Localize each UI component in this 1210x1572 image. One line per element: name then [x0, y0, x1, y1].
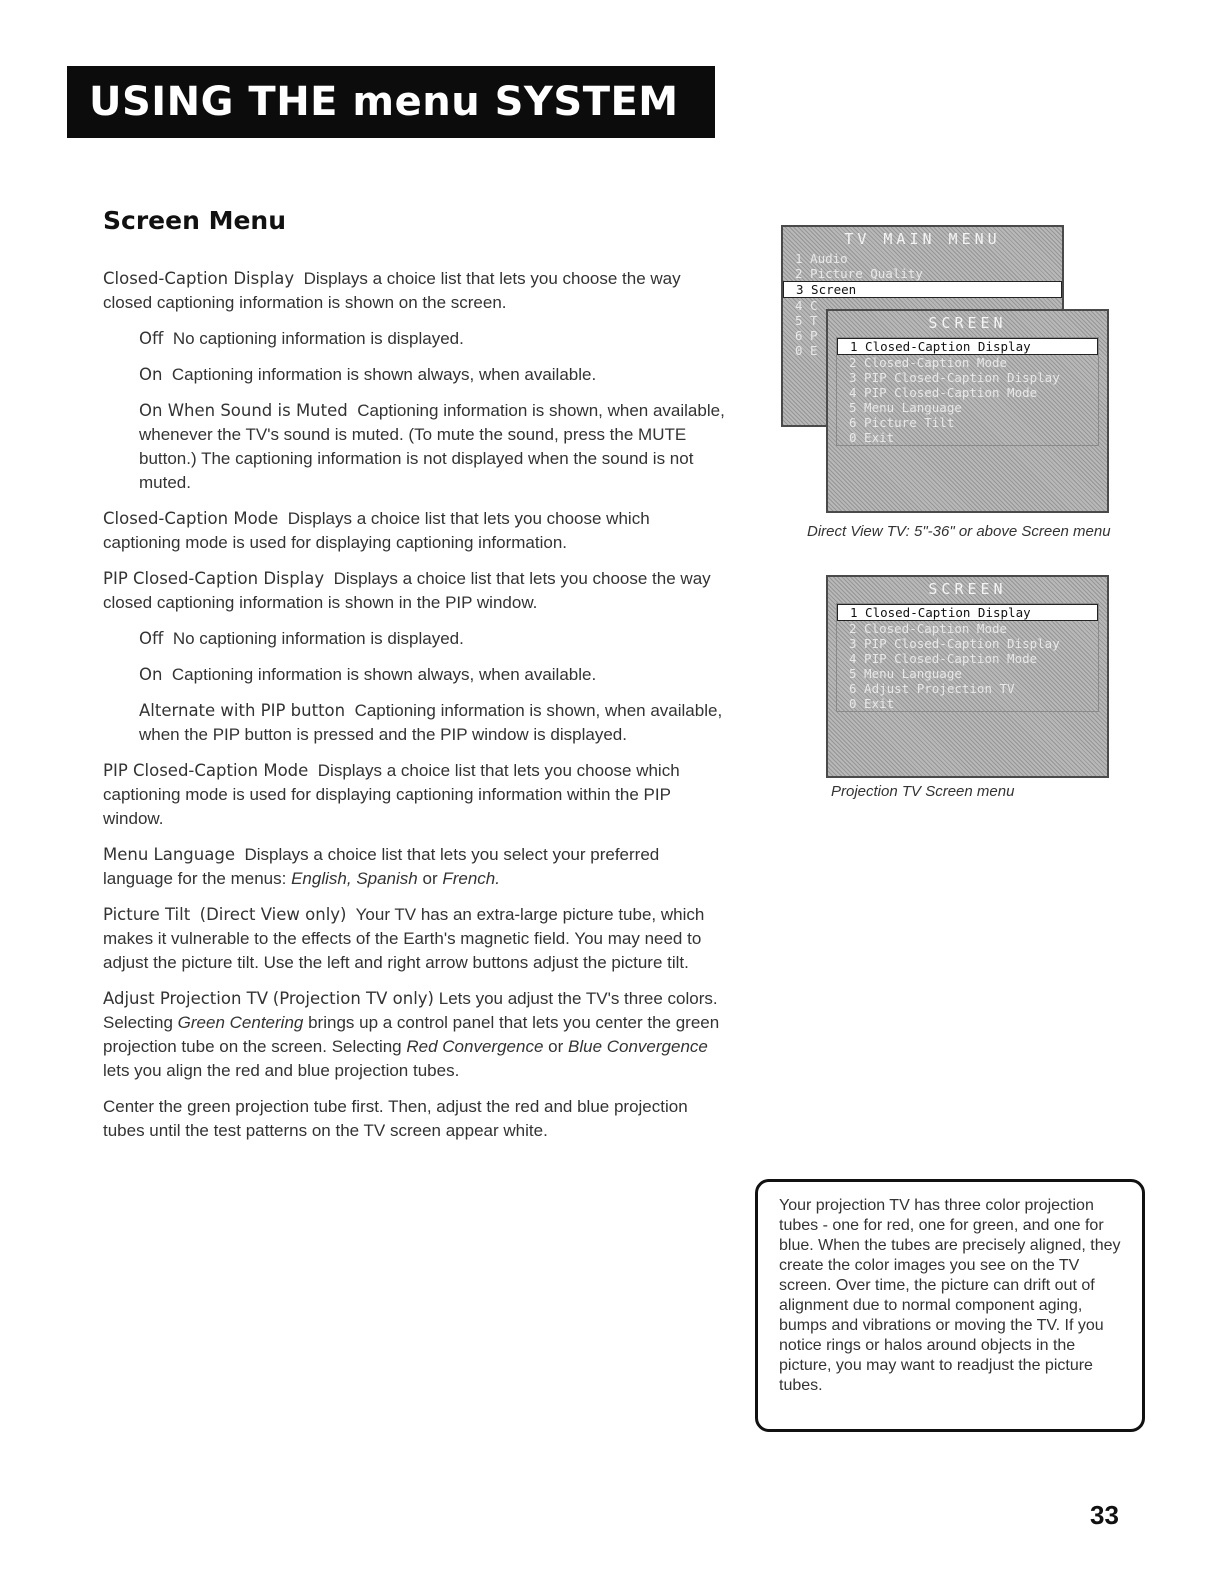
projection-caption: Projection TV Screen menu [831, 783, 1015, 800]
off-option [139, 327, 725, 351]
projection-item: 2 Closed-Caption Mode [849, 621, 1008, 636]
projection-item-selected: 1 Closed-Caption Display [837, 604, 1098, 621]
menu-language-term: Menu Language [103, 845, 235, 864]
cc-mode-paragraph [103, 507, 725, 555]
submenu-item: 0 Exit [849, 430, 895, 445]
pip-off-term: Off [139, 629, 164, 648]
note-text: Your projection TV has three color projection tubes - one for red, one for green, and one for blue. When the tubes are precisely aligned, they create the color images you see on the TV screen. Over time, the picture can drift out of alignment due to normal component aging, bumps and vibrations or moving the TV. If you notice rings or halos around objects in the picture, you may want to readjust the picture tubes. [779, 1197, 1121, 1394]
main-menu-item: 4 C [795, 298, 818, 313]
picture-tilt-text: Your TV has an extra-large picture tube, which makes it vulnerable to the effects of the Earth's magnetic field. You may need to adjust the picture tilt. Use the left and right arrow buttons adjust the picture tilt. [103, 905, 705, 972]
pip-off-text: No captioning information is displayed. [172, 629, 464, 648]
on-muted-option [139, 399, 725, 495]
language-french: French. [442, 869, 500, 888]
picture-tilt-term: Picture Tilt [103, 905, 191, 924]
main-menu-item-selected: 3 Screen [783, 281, 1062, 298]
blue-convergence: Blue Convergence [568, 1037, 708, 1056]
on-muted-term: On When Sound is Muted [139, 401, 348, 420]
picture-tilt-paragraph [103, 903, 725, 975]
main-menu-item: 6 P [795, 328, 818, 343]
body-text [103, 267, 725, 1155]
projection-menu-list [836, 603, 1099, 712]
cc-display-paragraph [103, 267, 725, 315]
main-menu-item: 5 T [795, 313, 818, 328]
menu-language-paragraph [103, 843, 725, 891]
pip-display-text: Displays a choice list that lets you choose the way closed captioning information is shown in the PIP window. [103, 569, 711, 612]
cc-display-term: Closed-Caption Display [103, 269, 295, 288]
cc-mode-term: Closed-Caption Mode [103, 509, 279, 528]
submenu-item: 4 PIP Closed-Caption Mode [849, 385, 1038, 400]
alt-pip-term: Alternate with PIP button [139, 701, 346, 720]
main-menu-item: 2 Picture Quality [795, 266, 923, 281]
pip-on-option [139, 663, 725, 687]
pip-display-term: PIP Closed-Caption Display [103, 569, 325, 588]
pip-display-paragraph [103, 567, 725, 615]
on-option [139, 363, 725, 387]
adjust-or: or [548, 1037, 564, 1056]
projection-screen-menu [826, 575, 1109, 778]
adjust-projection-qualifier: (Projection TV only) [272, 989, 434, 1008]
on-term: On [139, 365, 163, 384]
pip-off-option [139, 627, 725, 651]
main-menu-item: 0 E [795, 343, 818, 358]
cc-display-text: Displays a choice list that lets you choose the way closed captioning information is shown on the screen. [103, 269, 681, 312]
main-menu-item: 1 Audio [795, 251, 848, 266]
section-title: Screen Menu [103, 206, 286, 235]
alt-pip-text: Captioning information is shown, when available, when the PIP button is pressed and the PIP window is displayed. [139, 701, 723, 744]
direct-view-caption: Direct View TV: 5"-36" or above Screen menu [807, 523, 1111, 540]
direct-view-screen-submenu [826, 309, 1109, 513]
adjust-projection-term: Adjust Projection TV [103, 989, 269, 1008]
submenu-item: 3 PIP Closed-Caption Display [849, 370, 1060, 385]
projection-item: 6 Adjust Projection TV [849, 681, 1015, 696]
projection-item: 4 PIP Closed-Caption Mode [849, 651, 1038, 666]
projection-item: 0 Exit [849, 696, 895, 711]
adjust-projection-text-3: lets you align the red and blue projection tubes. [103, 1061, 460, 1080]
pip-on-text: Captioning information is shown always, when available. [171, 665, 597, 684]
off-text: No captioning information is displayed. [172, 329, 464, 348]
cc-mode-text: Displays a choice list that lets you choose which captioning mode is used for displaying captioning information. [103, 509, 650, 552]
chapter-banner: USING THE menu SYSTEM [67, 66, 715, 138]
on-text: Captioning information is shown always, when available. [171, 365, 597, 384]
pip-mode-paragraph [103, 759, 725, 831]
pip-on-term: On [139, 665, 163, 684]
note-box [755, 1179, 1145, 1432]
submenu-item-selected: 1 Closed-Caption Display [837, 338, 1098, 355]
projection-menu-title: SCREEN [928, 580, 1007, 598]
final-paragraph: Center the green projection tube first. Then, adjust the red and blue projection tubes until the test patterns on the TV screen appear white. [103, 1097, 688, 1140]
picture-tilt-qualifier: (Direct View only) [199, 905, 347, 924]
projection-item: 3 PIP Closed-Caption Display [849, 636, 1060, 651]
page-number: 33 [1090, 1500, 1119, 1530]
submenu-item: 2 Closed-Caption Mode [849, 355, 1008, 370]
on-muted-text: Captioning information is shown, when available, whenever the TV's sound is muted. (To mute the sound, press the MUTE button.) The captioning information is not displayed when the sound is not muted. [139, 401, 725, 492]
off-term: Off [139, 329, 164, 348]
submenu-item: 6 Picture Tilt [849, 415, 955, 430]
alt-pip-option [139, 699, 725, 747]
adjust-projection-text-1: Lets you adjust the TV's three colors. Selecting [103, 989, 718, 1032]
adjust-projection-paragraph [103, 987, 725, 1083]
language-english: English, [291, 869, 352, 888]
pip-mode-term: PIP Closed-Caption Mode [103, 761, 309, 780]
menu-language-text: Displays a choice list that lets you select your preferred language for the menus: [103, 845, 660, 888]
screen-submenu-list [836, 337, 1099, 446]
adjust-projection-text-2: brings up a control panel that lets you center the green projection tube on the screen. Selecting [103, 1013, 720, 1056]
projection-item: 5 Menu Language [849, 666, 962, 681]
submenu-item: 5 Menu Language [849, 400, 962, 415]
pip-mode-text: Displays a choice list that lets you choose which captioning mode is used for displaying captioning information within the PIP window. [103, 761, 680, 828]
language-or: or [422, 869, 438, 888]
red-convergence: Red Convergence [406, 1037, 544, 1056]
green-centering: Green Centering [177, 1013, 304, 1032]
screen-submenu-title: SCREEN [928, 314, 1007, 332]
main-menu-title: TV MAIN MENU [844, 230, 1001, 248]
language-spanish: Spanish [356, 869, 418, 888]
